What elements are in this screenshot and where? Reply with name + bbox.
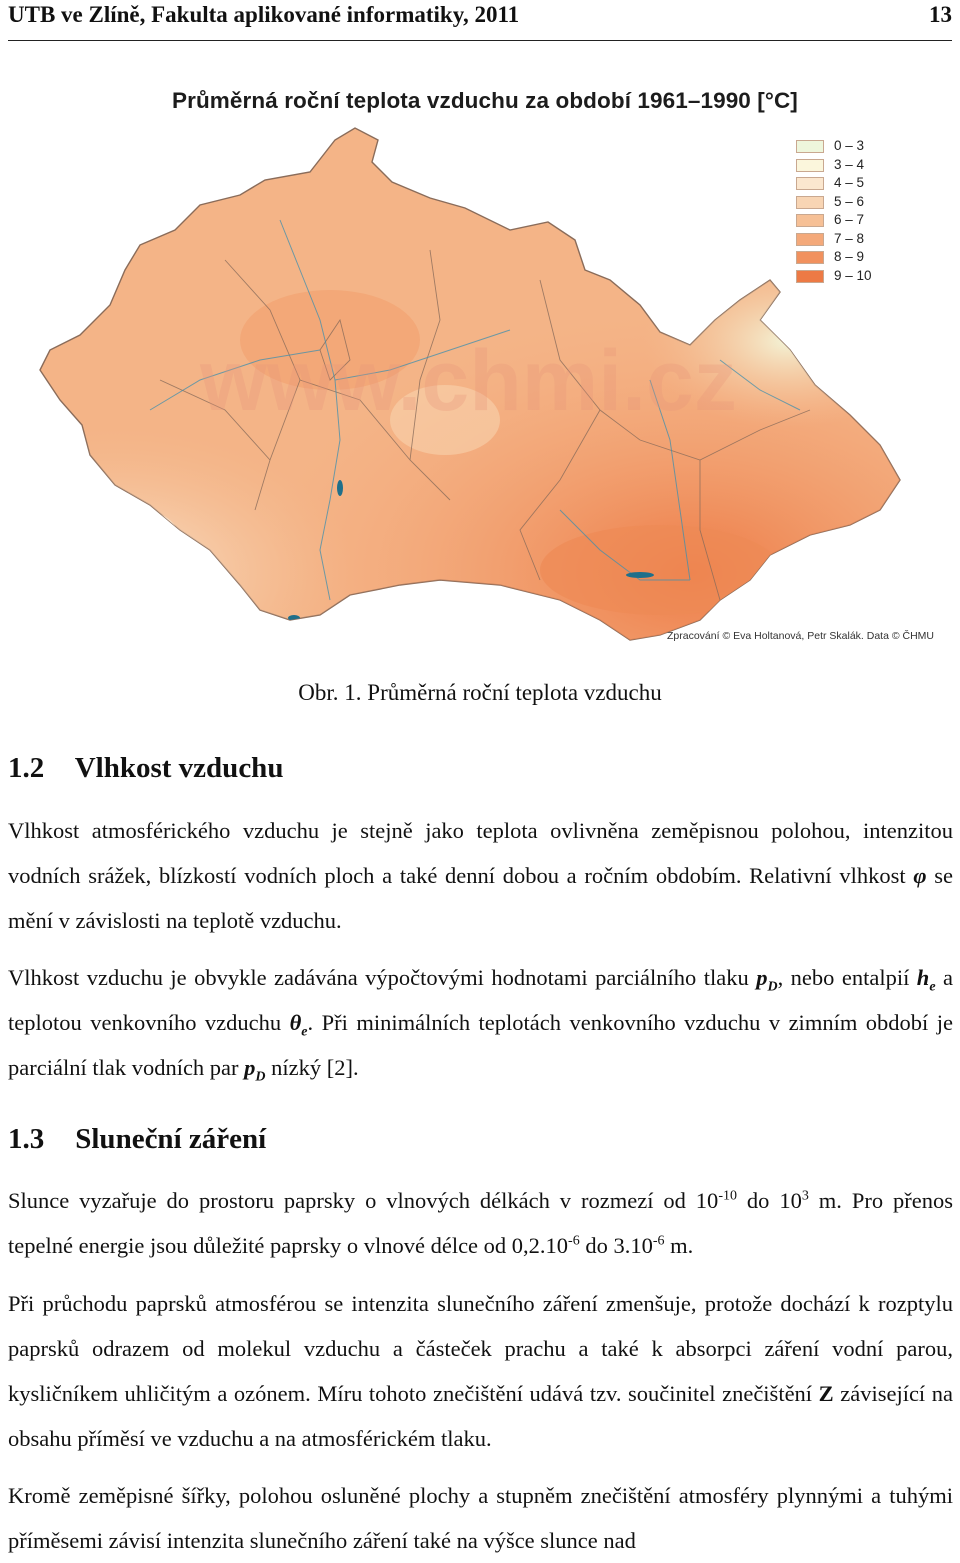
legend-swatch xyxy=(796,214,824,227)
legend-label: 6 – 7 xyxy=(834,212,865,227)
legend-swatch xyxy=(796,140,824,153)
legend-swatch xyxy=(796,270,824,283)
legend-swatch xyxy=(796,196,824,209)
section-number: 1.3 xyxy=(8,1123,45,1155)
legend-label: 0 – 3 xyxy=(834,138,865,153)
section-heading-1-2 xyxy=(8,752,283,785)
paragraph-humidity-1: Vlhkost atmosférického vzduchu je stejně jako teplota ovlivněna zeměpisnou polohou, intenzitou vodních srážek, blízkostí vodních ploch a také denní dobou a ročním obdobím. Relativní vlhkost φ se mění v závislosti na teplotě vzduchu. xyxy=(8,818,953,933)
legend-swatch xyxy=(796,177,824,190)
section-heading-1-3 xyxy=(8,1123,266,1156)
page-number: 13 xyxy=(929,2,952,27)
legend-item xyxy=(796,231,896,250)
legend-label: 4 – 5 xyxy=(834,175,865,190)
page-header xyxy=(8,0,952,41)
phi-symbol: φ xyxy=(913,863,927,888)
map-title: Průměrná roční teplota vzduchu za období 1961–1990 [°C] xyxy=(172,88,798,113)
legend-label: 8 – 9 xyxy=(834,249,865,264)
legend-label: 5 – 6 xyxy=(834,193,865,209)
legend-item xyxy=(796,249,896,268)
figure-caption: Obr. 1. Průměrná roční teplota vzduchu xyxy=(298,680,662,705)
legend-item xyxy=(796,157,896,176)
legend-swatch xyxy=(796,251,824,264)
temperature-map-figure xyxy=(0,80,960,660)
section-title: Sluneční záření xyxy=(75,1123,267,1155)
paragraph-radiation-2: Při průchodu paprsků atmosférou se intenzita slunečního záření zmenšuje, protože dochází k rozptylu paprsků odrazem od molekul vzduchu a částeček prachu a také k absorpci záření vodní parou, kysličníkem uhličitým a ozónem. Míru tohoto znečištění udává tzv. součinitel znečištění Z závisející na obsahu příměsí ve vzduchu a na atmosférickém tlaku. xyxy=(8,1291,953,1451)
section-title: Vlhkost vzduchu xyxy=(74,752,284,784)
paragraph-radiation-1: Slunce vyzařuje do prostoru paprsky o vlnových délkách v rozmezí od $10^{-10}$ do $10^3$ m. Pro přenos tepelné energie jsou důležité paprsky o vlnové délce od $0,2.10^{-6}$ do $3.10^{-6}$ m. xyxy=(8,1188,954,1258)
map-credit: Zpracování © Eva Holtanová, Petr Skalák. Data © ČHMU xyxy=(667,630,934,642)
legend-item xyxy=(796,175,896,194)
legend-label: 3 – 4 xyxy=(834,156,865,172)
legend-swatch xyxy=(796,233,824,246)
legend-item xyxy=(796,194,896,213)
legend-label: 7 – 8 xyxy=(834,230,865,246)
legend-item xyxy=(796,212,896,231)
paragraph-humidity-2: Vlhkost vzduchu je obvykle zadávána výpočtovými hodnotami parciálního tlaku $p_D$, nebo entalpií $h_e$ a teplotou venkovního vzduchu $\theta_e$. Při minimálních teplotách venkovního vzduchu v zimním období je parciální tlak vodních par $p_D$ nízký [2]. xyxy=(8,965,953,1085)
section-number: 1.2 xyxy=(8,752,45,784)
legend-swatch xyxy=(796,159,824,172)
map-legend xyxy=(796,138,896,286)
header-title: UTB ve Zlíně, Fakulta aplikované informatiky, 2011 xyxy=(8,2,520,27)
map-watermark: www.chmi.cz xyxy=(200,333,737,429)
legend-item xyxy=(796,268,896,287)
legend-item xyxy=(796,138,896,157)
paragraph-radiation-3: Kromě zeměpisné šířky, polohou osluněné plochy a stupněm znečištění atmosféry plynnými a tuhými příměsemi závisí intenzita slunečního záření také na výšce slunce nad xyxy=(8,1483,953,1553)
legend-label: 9 – 10 xyxy=(834,267,872,283)
